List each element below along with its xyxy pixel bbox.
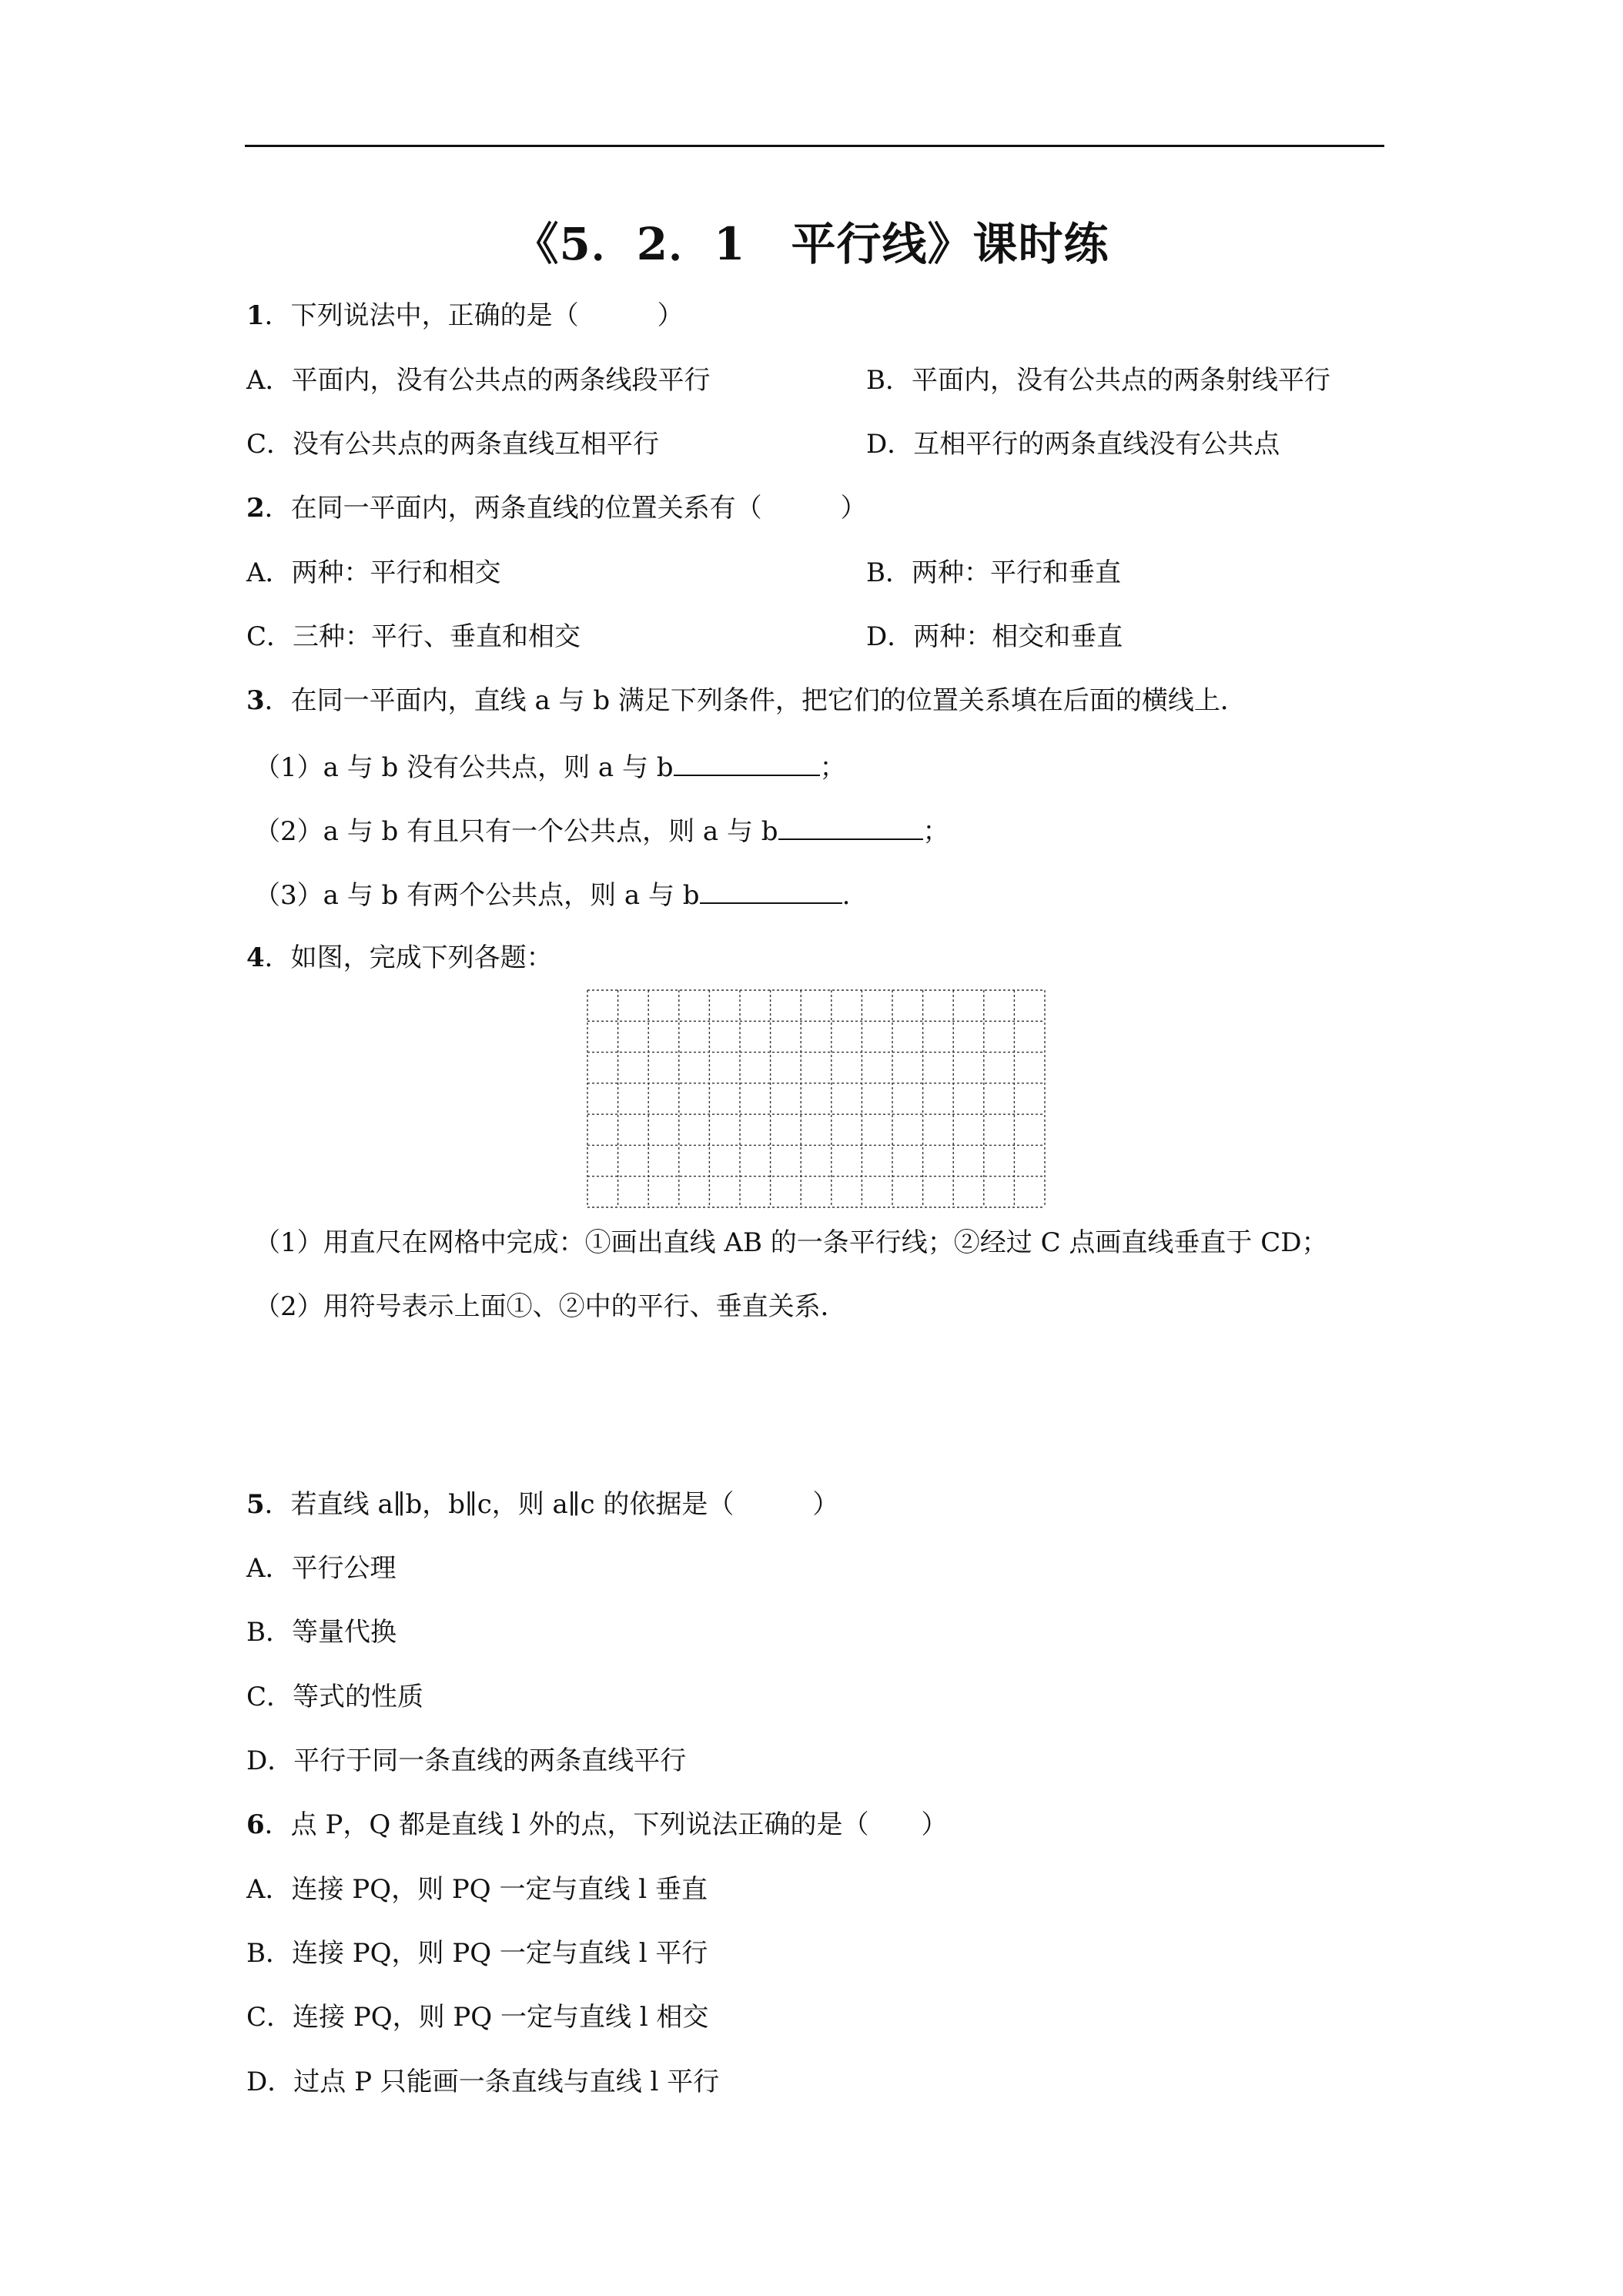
question-6-option-a: A．连接 PQ，则 PQ 一定与直线 l 垂直 (246, 1874, 708, 1905)
question-4-part-2: （2）用符号表示上面①、②中的平行、垂直关系． (254, 1291, 847, 1322)
question-6-stem (246, 1809, 948, 1840)
part-1-text: （1）a 与 b 没有公共点，则 a 与 b (254, 752, 674, 783)
part-3-end: . (842, 880, 851, 911)
question-3-stem (246, 685, 1247, 716)
question-1-stem (246, 300, 684, 331)
question-5-stem (246, 1489, 838, 1520)
question-5-option-a: A．平行公理 (246, 1553, 397, 1584)
grid-svg (587, 989, 1046, 1208)
dotted-grid-figure (587, 989, 1046, 1208)
question-1-option-a: A．平面内，没有公共点的两条线段平行 (246, 365, 711, 396)
question-5-option-d: D．平行于同一条直线的两条直线平行 (246, 1745, 687, 1776)
header-rule (245, 145, 1384, 147)
question-1-option-c: C．没有公共点的两条直线互相平行 (246, 429, 660, 460)
question-4-number: 4 (246, 942, 265, 973)
part-1-end: ； (819, 752, 846, 783)
question-2-option-b: B．两种：平行和垂直 (866, 557, 1121, 588)
question-4-stem (246, 942, 553, 973)
question-3-number: 3 (246, 685, 265, 716)
question-6-number: 6 (246, 1809, 265, 1840)
part-3-text: （3）a 与 b 有两个公共点，则 a 与 b (254, 880, 700, 911)
question-5-number: 5 (246, 1489, 265, 1520)
question-1-number: 1 (246, 300, 265, 331)
question-5-option-b: B．等量代换 (246, 1617, 397, 1648)
question-2-stem (246, 493, 867, 524)
question-5-option-c: C．等式的性质 (246, 1682, 424, 1712)
question-1-text: ．下列说法中，正确的是（ ） (264, 300, 684, 331)
question-3-text: ．在同一平面内，直线 a 与 b 满足下列条件，把它们的位置关系填在后面的横线上． (264, 685, 1247, 716)
question-3-part-3 (254, 878, 850, 911)
question-2-text: ．在同一平面内，两条直线的位置关系有（ ） (264, 493, 867, 524)
question-2-number: 2 (246, 493, 265, 524)
question-4-text: ．如图，完成下列各题： (264, 942, 553, 973)
question-3-part-1 (254, 750, 846, 783)
question-5-text: ．若直线 a∥b，b∥c，则 a∥c 的依据是（ ） (264, 1489, 839, 1520)
question-6-option-d: D．过点 P 只能画一条直线与直线 l 平行 (246, 2067, 720, 2097)
question-6-option-b: B．连接 PQ，则 PQ 一定与直线 l 平行 (246, 1938, 708, 1969)
question-2-option-c: C．三种：平行、垂直和相交 (246, 621, 581, 652)
question-6-text: ．点 P，Q 都是直线 l 外的点，下列说法正确的是（ ） (264, 1809, 948, 1840)
question-2-option-a: A．两种：平行和相交 (246, 557, 501, 588)
answer-blank-1[interactable] (674, 750, 820, 776)
answer-blank-3[interactable] (700, 878, 842, 904)
question-6-option-c: C．连接 PQ，则 PQ 一定与直线 l 相交 (246, 2002, 709, 2033)
question-3-part-2 (254, 814, 949, 847)
part-2-end: ； (922, 816, 949, 847)
question-1-option-b: B．平面内，没有公共点的两条射线平行 (866, 365, 1330, 396)
part-2-text: （2）a 与 b 有且只有一个公共点，则 a 与 b (254, 816, 778, 847)
question-1-option-d: D．互相平行的两条直线没有公共点 (866, 429, 1280, 460)
answer-blank-2[interactable] (778, 814, 923, 840)
page-title: 《5．2．1 平行线》课时练 (514, 218, 1109, 270)
question-4-part-1: （1）用直尺在网格中完成：①画出直线 AB 的一条平行线；②经过 C 点画直线垂直于 CD； (254, 1227, 1328, 1258)
question-2-option-d: D．两种：相交和垂直 (866, 621, 1123, 652)
